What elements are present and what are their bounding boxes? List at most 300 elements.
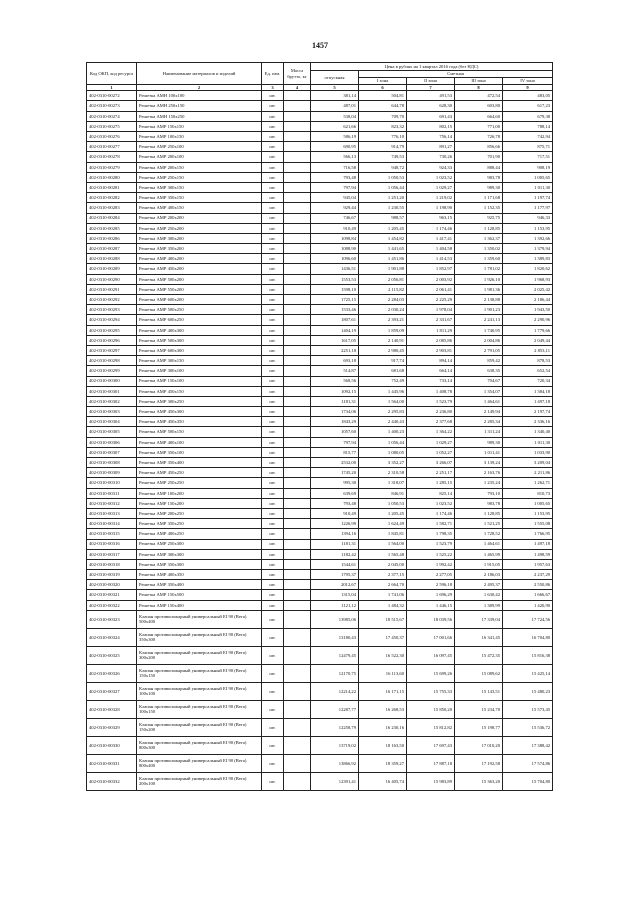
row-code: 402-0310-00310 (87, 478, 137, 488)
row-mass (284, 213, 311, 223)
table-row (87, 628, 553, 646)
row-wholesale-price: 910,49 (311, 508, 359, 518)
row-code: 402-0310-00281 (87, 182, 137, 192)
row-code: 402-0310-00314 (87, 519, 137, 529)
table-row (87, 376, 553, 386)
row-mass (284, 488, 311, 498)
row-zone-3-price: 1 521,25 (455, 519, 503, 529)
row-zone-3-price: 726,78 (455, 132, 503, 142)
row-unit: шт. (262, 295, 284, 305)
row-wholesale-price: 12258,79 (311, 718, 359, 736)
header-estimate: Сметная (359, 71, 553, 78)
row-unit: шт. (262, 754, 284, 772)
row-zone-3-price: 1 311,24 (455, 427, 503, 437)
table-row (87, 152, 553, 162)
row-zone-4-price: 17 724,56 (503, 610, 553, 628)
row-unit: шт. (262, 172, 284, 182)
row-mass (284, 508, 311, 518)
row-mass (284, 718, 311, 736)
row-name: Решетка АМР 400х250 (137, 529, 262, 539)
row-zone-4-price: 810,73 (503, 488, 553, 498)
row-zone-3-price: 1 128,85 (455, 508, 503, 518)
row-name: Решетка АМР 150х400 (137, 600, 262, 610)
row-zone-2-price: 1 219,02 (407, 193, 455, 203)
row-zone-2-price: 628,30 (407, 101, 455, 111)
row-zone-4-price: 742,94 (503, 132, 553, 142)
row-zone-2-price: 15 812,82 (407, 718, 455, 736)
row-zone-4-price: 1 766,95 (503, 529, 553, 539)
table-row (87, 162, 553, 172)
row-unit: шт. (262, 718, 284, 736)
row-wholesale-price: 995,30 (311, 478, 359, 488)
row-zone-3-price: 925,75 (455, 213, 503, 223)
row-name: Решетка АМР 150х100 (137, 376, 262, 386)
row-unit: шт. (262, 458, 284, 468)
row-code: 402-0310-00297 (87, 345, 137, 355)
row-mass (284, 458, 311, 468)
row-zone-1-price: 752,49 (359, 376, 407, 386)
row-zone-2-price: 2 236,80 (407, 407, 455, 417)
row-mass (284, 570, 311, 580)
row-zone-4-price: 16 704,80 (503, 628, 553, 646)
row-zone-4-price: 679,38 (503, 111, 553, 121)
row-zone-4-price: 2 025,42 (503, 284, 553, 294)
row-wholesale-price: 690,95 (311, 142, 359, 152)
table-row (87, 142, 553, 152)
row-unit: шт. (262, 772, 284, 790)
row-name: Решетка АМР 200х250 (137, 508, 262, 518)
row-zone-1-price: 1 624,49 (359, 519, 407, 529)
row-zone-1-price: 16 113,60 (359, 664, 407, 682)
row-zone-3-price: 2 285,34 (455, 417, 503, 427)
row-code: 402-0310-00308 (87, 458, 137, 468)
row-code: 402-0310-00298 (87, 356, 137, 366)
row-wholesale-price: 1181,31 (311, 539, 359, 549)
row-zone-2-price: 1 811,29 (407, 325, 455, 335)
table-row (87, 193, 553, 203)
table-row (87, 325, 553, 335)
row-code: 402-0310-00293 (87, 305, 137, 315)
row-zone-1-price: 17 450,37 (359, 628, 407, 646)
row-zone-2-price: 15 755,33 (407, 682, 455, 700)
row-unit: шт. (262, 345, 284, 355)
row-mass (284, 754, 311, 772)
table-row (87, 488, 553, 498)
row-zone-3-price: 989,30 (455, 437, 503, 447)
row-unit: шт. (262, 488, 284, 498)
row-unit: шт. (262, 539, 284, 549)
row-mass (284, 682, 311, 700)
row-zone-3-price: 2 138,88 (455, 295, 503, 305)
row-zone-4-price: 17 388,42 (503, 736, 553, 754)
row-zone-4-price: 946,33 (503, 213, 553, 223)
row-unit: шт. (262, 468, 284, 478)
row-zone-2-price: 1 978,04 (407, 305, 455, 315)
row-mass (284, 264, 311, 274)
row-zone-2-price: 664,14 (407, 366, 455, 376)
table-row (87, 101, 553, 111)
row-mass (284, 539, 311, 549)
row-code: 402-0310-00315 (87, 529, 137, 539)
row-mass (284, 111, 311, 121)
row-unit: шт. (262, 427, 284, 437)
row-zone-2-price: 2 903,81 (407, 345, 455, 355)
header-zone-3: III зона (455, 78, 503, 85)
row-mass (284, 91, 311, 101)
row-zone-1-price: 1 400,23 (359, 427, 407, 437)
table-row (87, 478, 553, 488)
table-header (87, 63, 553, 91)
row-zone-4-price: 1 555,08 (503, 519, 553, 529)
row-unit: шт. (262, 203, 284, 213)
row-zone-2-price: 802,15 (407, 121, 455, 131)
row-wholesale-price: 1598,10 (311, 284, 359, 294)
row-unit: шт. (262, 121, 284, 131)
row-zone-3-price: 1 350,02 (455, 244, 503, 254)
row-wholesale-price: 514,87 (311, 366, 359, 376)
row-zone-1-price: 917,74 (359, 356, 407, 366)
row-unit: шт. (262, 478, 284, 488)
row-zone-2-price: 15 983,89 (407, 772, 455, 790)
row-zone-1-price: 1 454,82 (359, 233, 407, 243)
row-zone-3-price: 2 149,94 (455, 407, 503, 417)
row-zone-2-price: 2 225,29 (407, 295, 455, 305)
row-code: 402-0310-00272 (87, 91, 137, 101)
row-code: 402-0310-00301 (87, 386, 137, 396)
row-zone-1-price: 1 845,81 (359, 529, 407, 539)
row-zone-3-price: 701,90 (455, 152, 503, 162)
page-number: 1457 (312, 41, 328, 50)
row-zone-1-price: 504,81 (359, 91, 407, 101)
table-row (87, 539, 553, 549)
row-wholesale-price: 1226,99 (311, 519, 359, 529)
row-zone-3-price: 1 011,41 (455, 447, 503, 457)
column-index: 3 (262, 85, 284, 91)
row-unit: шт. (262, 529, 284, 539)
row-zone-4-price: 1 957,63 (503, 559, 553, 569)
row-code: 402-0310-00273 (87, 101, 137, 111)
table-row (87, 335, 553, 345)
table-row (87, 427, 553, 437)
row-zone-2-price: 16 097,45 (407, 646, 455, 664)
row-zone-1-price: 1 205,45 (359, 223, 407, 233)
row-zone-3-price: 1 926,10 (455, 274, 503, 284)
row-unit: шт. (262, 646, 284, 664)
row-name: Решетка АМР 350х300 (137, 559, 262, 569)
table-row (87, 223, 553, 233)
row-zone-1-price: 2 284,03 (359, 295, 407, 305)
row-zone-2-price: 1 582,71 (407, 519, 455, 529)
row-name: Решетка АМР 450х200 (137, 264, 262, 274)
row-zone-2-price: 1 992,42 (407, 559, 455, 569)
row-wholesale-price: 12479,45 (311, 646, 359, 664)
row-mass (284, 447, 311, 457)
table-row (87, 529, 553, 539)
row-zone-4-price: 717,51 (503, 152, 553, 162)
row-zone-1-price: 2 980,45 (359, 345, 407, 355)
row-mass (284, 772, 311, 790)
row-wholesale-price: 12170,75 (311, 664, 359, 682)
table-row (87, 559, 553, 569)
row-unit: шт. (262, 549, 284, 559)
table-row (87, 274, 553, 284)
row-zone-1-price: 823,32 (359, 121, 407, 131)
header-zone-2: II зона (407, 78, 455, 85)
table-row (87, 345, 553, 355)
row-code: 402-0310-00275 (87, 121, 137, 131)
row-name: Клапан противопожарный универсальный EI 90 (Вега) 500х400 (137, 610, 262, 628)
table-row (87, 396, 553, 406)
row-code: 402-0310-00300 (87, 376, 137, 386)
row-zone-3-price: 17 010,20 (455, 736, 503, 754)
row-name: Решетка АМР 150х150 (137, 121, 262, 131)
row-unit: шт. (262, 610, 284, 628)
row-code: 402-0310-00278 (87, 152, 137, 162)
table-row (87, 600, 553, 610)
row-wholesale-price: 1843,29 (311, 417, 359, 427)
row-code: 402-0310-00299 (87, 366, 137, 376)
row-wholesale-price: 2012,67 (311, 580, 359, 590)
row-mass (284, 284, 311, 294)
row-wholesale-price: 1098,84 (311, 233, 359, 243)
header-price-group: Цена в рублях на 1 квартал 2016 года (без НДС) (311, 63, 553, 71)
row-name: Клапан противопожарный универсальный EI 90 (Вега) 300х200 (137, 646, 262, 664)
row-mass (284, 162, 311, 172)
row-zone-3-price: 989,30 (455, 182, 503, 192)
table-row (87, 233, 553, 243)
row-name: Клапан противопожарный универсальный EI 90 (Вега) 150х200 (137, 718, 262, 736)
row-zone-3-price: 1 740,95 (455, 325, 503, 335)
row-name: Клапан противопожарный универсальный EI 90 (Вега) 150х150 (137, 664, 262, 682)
row-mass (284, 132, 311, 142)
row-zone-3-price: 1 235,24 (455, 478, 503, 488)
row-zone-1-price: 16 522,30 (359, 646, 407, 664)
row-zone-4-price: 1 153,95 (503, 223, 553, 233)
table-row (87, 305, 553, 315)
row-zone-1-price: 2 393,21 (359, 315, 407, 325)
row-zone-2-price: 491,53 (407, 91, 455, 101)
row-wholesale-price: 1315,04 (311, 590, 359, 600)
row-mass (284, 628, 311, 646)
row-zone-1-price: 1 859,09 (359, 325, 407, 335)
row-zone-1-price: 1 056,44 (359, 437, 407, 447)
column-index: 7 (407, 85, 455, 91)
row-name: Решетка АМН 150х250 (137, 111, 262, 121)
row-zone-3-price: 1 465,99 (455, 549, 503, 559)
row-code: 402-0310-00329 (87, 718, 137, 736)
row-zone-2-price: 825,14 (407, 488, 455, 498)
row-code: 402-0310-00320 (87, 580, 137, 590)
row-name: Решетка АМР 450х300 (137, 407, 262, 417)
row-mass (284, 646, 311, 664)
table-row (87, 244, 553, 254)
row-wholesale-price: 1092,15 (311, 386, 359, 396)
row-name: Решетка АМР 150х200 (137, 498, 262, 508)
row-zone-4-price: 1 340,40 (503, 427, 553, 437)
row-mass (284, 356, 311, 366)
row-zone-3-price: 888,44 (455, 162, 503, 172)
row-unit: шт. (262, 664, 284, 682)
row-code: 402-0310-00309 (87, 468, 137, 478)
row-zone-2-price: 1 523,79 (407, 539, 455, 549)
row-zone-2-price: 17 001,66 (407, 628, 455, 646)
row-wholesale-price: 2251,18 (311, 345, 359, 355)
row-name: Решетка АМР 400х200 (137, 254, 262, 264)
table-row (87, 295, 553, 305)
row-unit: шт. (262, 101, 284, 111)
row-code: 402-0310-00317 (87, 549, 137, 559)
table-row (87, 549, 553, 559)
row-zone-4-price: 1 666,67 (503, 590, 553, 600)
row-name: Решетка АМР 350х200 (137, 244, 262, 254)
row-wholesale-price: 1725,15 (311, 295, 359, 305)
row-zone-1-price: 2 140,91 (359, 335, 407, 345)
row-zone-1-price: 2 056,81 (359, 274, 407, 284)
row-zone-3-price: 2 004,86 (455, 335, 503, 345)
row-zone-2-price: 15 699,26 (407, 664, 455, 682)
column-index: 9 (503, 85, 553, 91)
row-zone-4-price: 1 033,90 (503, 447, 553, 457)
row-code: 402-0310-00289 (87, 264, 137, 274)
row-zone-4-price: 878,53 (503, 356, 553, 366)
row-zone-2-price: 1 696,29 (407, 590, 455, 600)
row-zone-1-price: 749,53 (359, 152, 407, 162)
row-zone-4-price: 908,19 (503, 162, 553, 172)
row-name: Решетка АМН 250х150 (137, 101, 262, 111)
row-zone-3-price: 1 359,60 (455, 254, 503, 264)
row-code: 402-0310-00331 (87, 754, 137, 772)
row-zone-2-price: 1 417,41 (407, 233, 455, 243)
row-zone-4-price: 15 480,23 (503, 682, 553, 700)
row-zone-3-price: 1 901,23 (455, 305, 503, 315)
row-zone-1-price: 914,79 (359, 142, 407, 152)
row-unit: шт. (262, 213, 284, 223)
row-zone-4-price: 1 005,65 (503, 498, 553, 508)
row-zone-1-price: 18 515,67 (359, 610, 407, 628)
row-unit: шт. (262, 736, 284, 754)
row-zone-4-price: 875,71 (503, 142, 553, 152)
row-name: Решетка АМР 100х150 (137, 132, 262, 142)
table-row (87, 132, 553, 142)
row-zone-1-price: 1 050,53 (359, 172, 407, 182)
row-name: Клапан противопожарный универсальный EI 90 (Вега) 100х150 (137, 700, 262, 718)
row-zone-2-price: 1 029,27 (407, 437, 455, 447)
table-row (87, 646, 553, 664)
row-mass (284, 519, 311, 529)
row-zone-4-price: 2 336,16 (503, 417, 553, 427)
column-index: 6 (359, 85, 407, 91)
row-zone-1-price: 681,68 (359, 366, 407, 376)
row-unit: шт. (262, 570, 284, 580)
row-code: 402-0310-00302 (87, 396, 137, 406)
row-code: 402-0310-00305 (87, 427, 137, 437)
column-index: 4 (284, 85, 311, 91)
row-code: 402-0310-00330 (87, 736, 137, 754)
row-wholesale-price: 538,04 (311, 111, 359, 121)
row-code: 402-0310-00327 (87, 682, 137, 700)
row-zone-3-price: 983,78 (455, 498, 503, 508)
row-code: 402-0310-00306 (87, 437, 137, 447)
row-name: Решетка АМР 300х150 (137, 356, 262, 366)
row-zone-2-price: 1 414,53 (407, 254, 455, 264)
row-zone-3-price: 793,10 (455, 488, 503, 498)
row-zone-1-price: 948,72 (359, 162, 407, 172)
row-mass (284, 600, 311, 610)
row-zone-3-price: 15 363,20 (455, 772, 503, 790)
row-zone-3-price: 16 341,45 (455, 628, 503, 646)
row-code: 402-0310-00274 (87, 111, 137, 121)
row-unit: шт. (262, 519, 284, 529)
row-zone-4-price: 2 290,96 (503, 315, 553, 325)
row-name: Решетка АМР 200х100 (137, 152, 262, 162)
row-zone-2-price: 1 198,90 (407, 203, 455, 213)
row-zone-2-price: 1 285,15 (407, 478, 455, 488)
row-zone-2-price: 1 029,27 (407, 182, 455, 192)
row-unit: шт. (262, 182, 284, 192)
row-wholesale-price: 929,44 (311, 203, 359, 213)
row-mass (284, 559, 311, 569)
row-wholesale-price: 693,18 (311, 356, 359, 366)
row-wholesale-price: 566,13 (311, 152, 359, 162)
row-mass (284, 325, 311, 335)
table-row (87, 437, 553, 447)
row-unit: шт. (262, 498, 284, 508)
row-mass (284, 172, 311, 182)
table-row (87, 700, 553, 718)
row-name: Клапан противопожарный универсальный EI 90 (Вега) 100х100 (137, 682, 262, 700)
row-zone-2-price: 730,26 (407, 152, 455, 162)
row-zone-1-price: 2 295,83 (359, 407, 407, 417)
row-zone-4-price: 1 497,18 (503, 539, 553, 549)
row-unit: шт. (262, 193, 284, 203)
row-zone-2-price: 17 887,18 (407, 754, 455, 772)
row-zone-4-price: 15 573,45 (503, 700, 553, 718)
row-zone-1-price: 1 205,45 (359, 508, 407, 518)
row-unit: шт. (262, 142, 284, 152)
row-zone-4-price: 1 498,59 (503, 549, 553, 559)
row-zone-3-price: 2 791,05 (455, 345, 503, 355)
row-zone-1-price: 2 115,82 (359, 284, 407, 294)
row-mass (284, 437, 311, 447)
row-zone-2-price: 1 798,35 (407, 529, 455, 539)
row-zone-1-price: 776,10 (359, 132, 407, 142)
row-wholesale-price: 716,58 (311, 162, 359, 172)
row-zone-2-price: 924,33 (407, 162, 455, 172)
row-name: Решетка АМН 100х100 (137, 91, 262, 101)
row-zone-1-price: 1 741,06 (359, 590, 407, 600)
row-zone-3-price: 15 089,62 (455, 664, 503, 682)
row-zone-2-price: 963,15 (407, 213, 455, 223)
row-name: Решетка АМР 300х300 (137, 549, 262, 559)
row-name: Решетка АМР 350х150 (137, 193, 262, 203)
row-wholesale-price: 797,94 (311, 437, 359, 447)
row-zone-1-price: 709,70 (359, 111, 407, 121)
row-zone-3-price: 3 139,24 (455, 458, 503, 468)
row-wholesale-price: 13866,92 (311, 754, 359, 772)
row-zone-4-price: 1 153,95 (503, 508, 553, 518)
table-row (87, 417, 553, 427)
row-mass (284, 315, 311, 325)
row-name: Решетка АМР 350х400 (137, 458, 262, 468)
row-zone-1-price: 644,78 (359, 101, 407, 111)
row-zone-1-price: 1 080,05 (359, 447, 407, 457)
row-zone-4-price: 788,14 (503, 121, 553, 131)
row-code: 402-0310-00280 (87, 172, 137, 182)
row-zone-3-price: 1 981,36 (455, 284, 503, 294)
row-wholesale-price: 13719,02 (311, 736, 359, 754)
row-zone-3-price: 1 464,61 (455, 396, 503, 406)
row-zone-3-price: 1 389,99 (455, 600, 503, 610)
